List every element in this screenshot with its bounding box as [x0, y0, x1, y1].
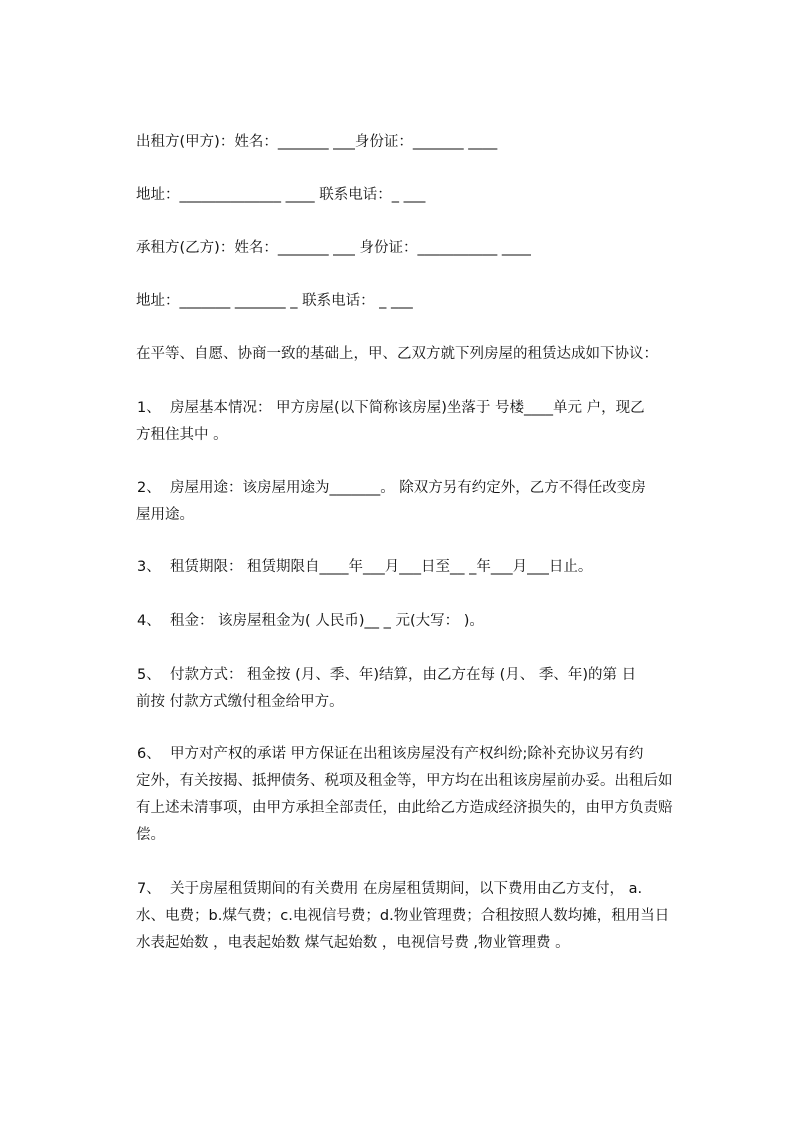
clause-7-line-1: 7、 关于房屋租赁期间的有关费用 在房屋租赁期间，以下费用由乙方支付， a.: [137, 881, 643, 897]
clause-1-line-2: 方租住其中 。: [136, 427, 228, 443]
clause-4-line-1: 4、 租金： 该房屋租金为( 人民币)__ _ 元(大写： )。: [137, 613, 484, 629]
lessee-address-line: 地址：_______ _______ _ 联系电话： _ ___: [136, 293, 413, 309]
clause-2-line-2: 屋用途。: [136, 507, 194, 523]
clause-3-line-1: 3、 租赁期限： 租赁期限自____年___月___日至__ _年___月___日止。: [137, 559, 593, 575]
clause-6-line-4: 偿。: [136, 827, 165, 843]
lessor-address-line: 地址：______________ ____ 联系电话：_ ___: [136, 187, 426, 203]
clause-6-line-3: 有上述未清事项，由甲方承担全部责任，由此给乙方造成经济损失的，由甲方负责赔: [136, 800, 673, 816]
clause-2-line-1: 2、 房屋用途：该房屋用途为_______。 除双方另有约定外，乙方不得任改变房: [137, 480, 646, 496]
clause-5-line-1: 5、 付款方式： 租金按 (月、季、年)结算，由乙方在每 (月、 季、年)的第 日: [137, 667, 637, 683]
lessor-name-line: 出租方(甲方)：姓名：_______ ___身份证：_______ ____: [136, 134, 498, 150]
clause-5-line-2: 前按 付款方式缴付租金给甲方。: [136, 694, 344, 710]
intro-paragraph: 在平等、自愿、协商一致的基础上，甲、乙双方就下列房屋的租赁达成如下协议：: [136, 346, 658, 362]
clause-1-line-1: 1、 房屋基本情况： 甲方房屋(以下简称该房屋)坐落于 号楼____单元 户，现乙: [137, 400, 645, 416]
clause-6-line-1: 6、 甲方对产权的承诺 甲方保证在出租该房屋没有产权纠纷;除补充协议另有约: [137, 746, 644, 762]
clause-7-line-2: 水、电费；b.煤气费；c.电视信号费；d.物业管理费；合租按照人数均摊，租用当日: [136, 908, 670, 924]
lessee-name-line: 承租方(乙方)：姓名：_______ ___ 身份证：___________ ____: [136, 240, 531, 256]
clause-6-line-2: 定外，有关按揭、抵押债务、税项及租金等，甲方均在出租该房屋前办妥。出租后如: [136, 773, 673, 789]
clause-7-line-3: 水表起始数 ，电表起始数 煤气起始数 ，电视信号费 ,物业管理费 。: [136, 935, 570, 951]
